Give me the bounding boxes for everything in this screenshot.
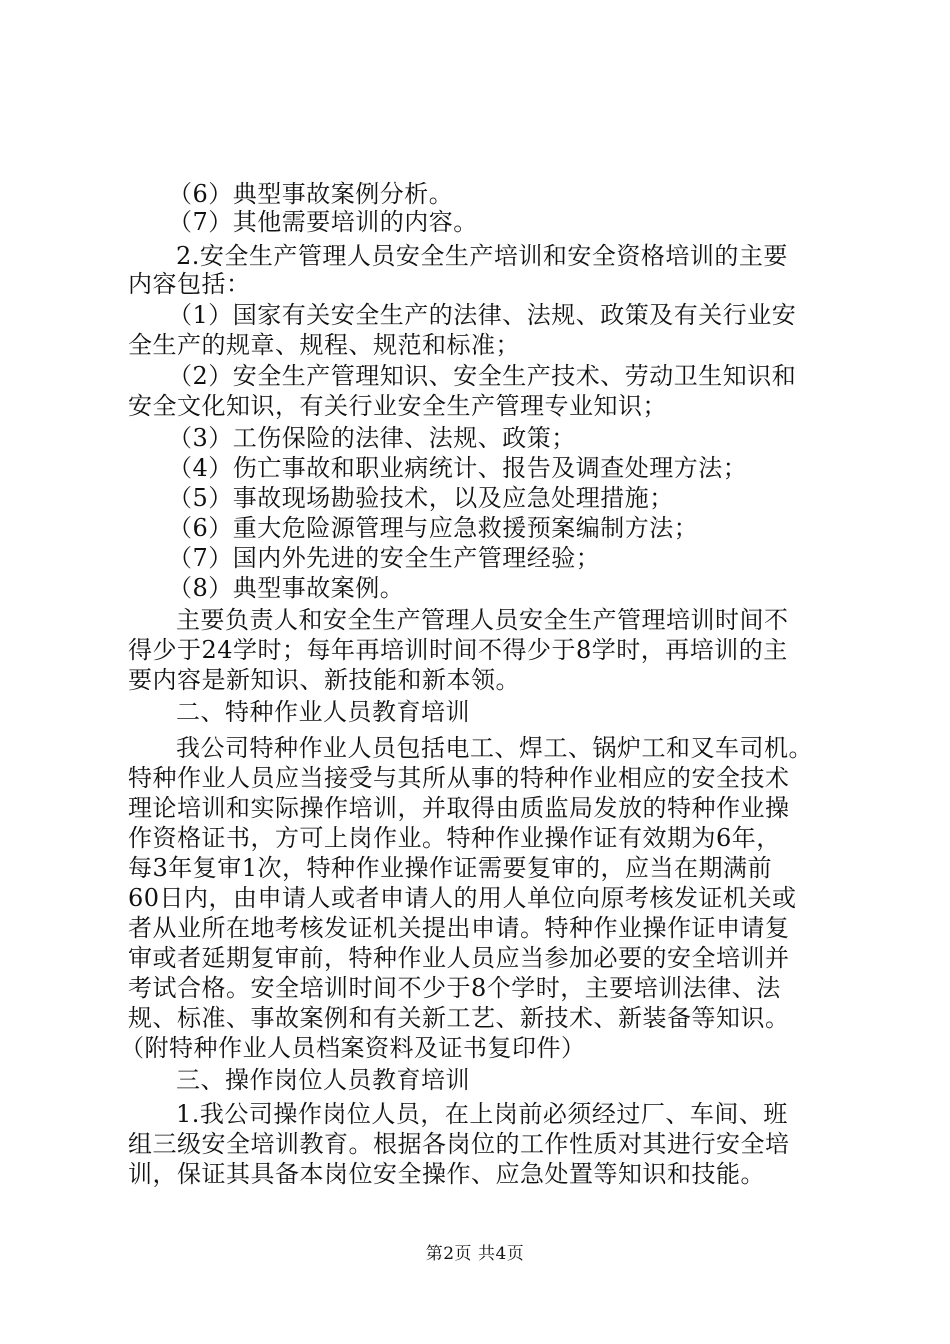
text-line: （8）典型事故案例。 — [168, 574, 405, 602]
text-line: （6）重大危险源管理与应急救援预案编制方法； — [168, 514, 699, 542]
text-line: （2）安全生产管理知识、安全生产技术、劳动卫生知识和 — [168, 362, 797, 390]
text-line: 每3年复审1次，特种作业操作证需要复审的，应当在期满前 — [128, 854, 773, 882]
text-line: （7）国内外先进的安全生产管理经验； — [168, 544, 601, 572]
text-line: 内容包括： — [128, 270, 251, 298]
text-line: 考试合格。安全培训时间不少于8个学时，主要培训法律、法 — [128, 974, 781, 1002]
text-line: （1）国家有关安全生产的法律、法规、政策及有关行业安 — [168, 301, 797, 329]
text-line: 安全文化知识，有关行业安全生产管理专业知识； — [128, 392, 667, 420]
text-line: 作资格证书，方可上岗作业。特种作业操作证有效期为6年， — [128, 824, 781, 852]
text-line: 要内容是新知识、新技能和新本领。 — [128, 666, 520, 694]
section-heading: 三、操作岗位人员教育培训 — [176, 1066, 470, 1094]
text-line: 组三级安全培训教育。根据各岗位的工作性质对其进行安全培 — [128, 1130, 790, 1158]
text-line: 我公司特种作业人员包括电工、焊工、锅炉工和叉车司机。 — [176, 734, 813, 762]
text-line: 主要负责人和安全生产管理人员安全生产管理培训时间不 — [176, 606, 789, 634]
text-line: （7）其他需要培训的内容。 — [168, 208, 478, 236]
section-heading: 二、特种作业人员教育培训 — [176, 698, 470, 726]
text-line: （附特种作业人员档案资料及证书复印件） — [120, 1034, 586, 1062]
text-line: （4）伤亡事故和职业病统计、报告及调查处理方法； — [168, 454, 748, 482]
text-line: 训，保证其具备本岗位安全操作、应急处置等知识和技能。 — [128, 1160, 765, 1188]
text-line: 者从业所在地考核发证机关提出申请。特种作业操作证申请复 — [128, 914, 790, 942]
text-line: 全生产的规章、规程、规范和标准； — [128, 331, 520, 359]
text-line: （5）事故现场勘验技术，以及应急处理措施； — [168, 484, 674, 512]
page-footer: 第2页 共4页 — [425, 1244, 525, 1264]
text-line: 得少于24学时；每年再培训时间不得少于8学时，再培训的主 — [128, 636, 788, 664]
text-line: （3）工伤保险的法律、法规、政策； — [168, 424, 576, 452]
text-line: 1.我公司操作岗位人员，在上岗前必须经过厂、车间、班 — [176, 1100, 788, 1128]
text-line: 2.安全生产管理人员安全生产培训和安全资格培训的主要 — [176, 242, 788, 270]
text-line: 60日内，由申请人或者申请人的用人单位向原考核发证机关或 — [128, 884, 797, 912]
text-line: 理论培训和实际操作培训，并取得由质监局发放的特种作业操 — [128, 794, 790, 822]
text-line: 规、标准、事故案例和有关新工艺、新技术、新装备等知识。 — [128, 1004, 790, 1032]
text-line: （6）典型事故案例分析。 — [168, 180, 454, 208]
text-line: 审或者延期复审前，特种作业人员应当参加必要的安全培训并 — [128, 944, 790, 972]
text-line: 特种作业人员应当接受与其所从事的特种作业相应的安全技术 — [128, 764, 790, 792]
